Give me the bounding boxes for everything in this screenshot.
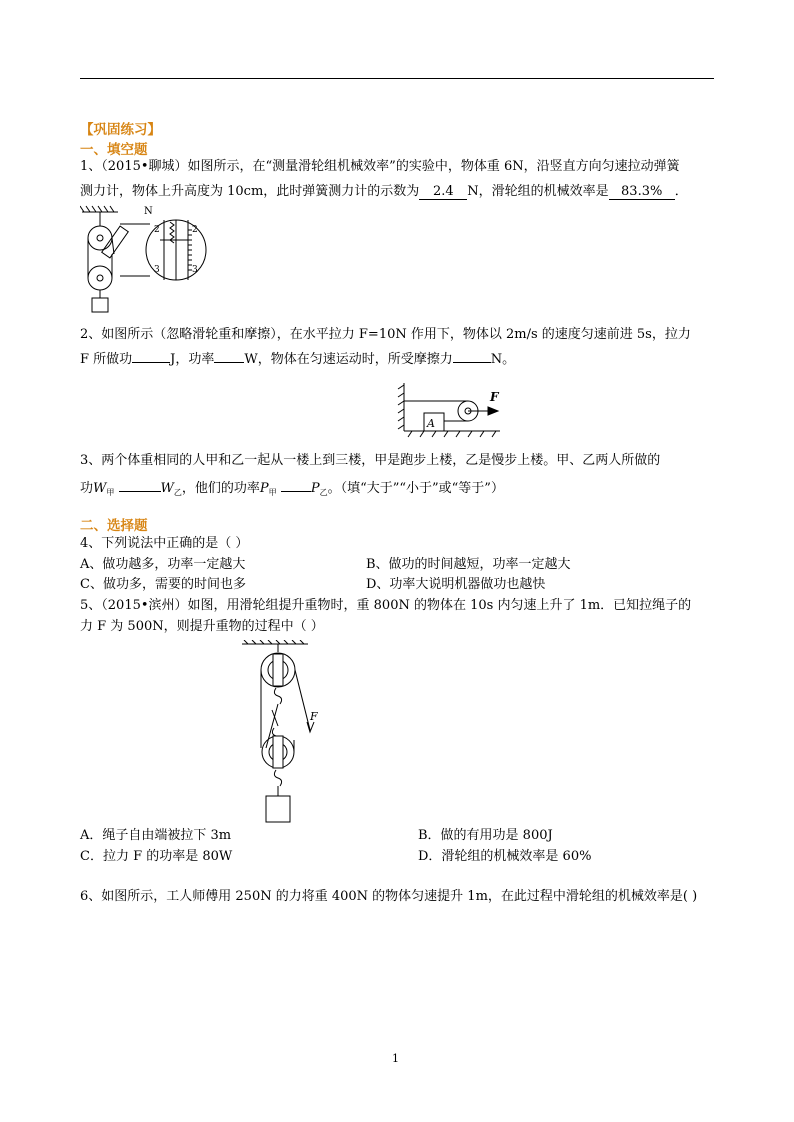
q2-fig-block-a: A [427, 417, 435, 430]
svg-text:3: 3 [154, 265, 160, 275]
q6-line1: 6、如图所示，工人师傅用 250N 的力将重 400N 的物体匀速提升 1m，在此过程中滑轮组的机械效率是( ) [80, 889, 698, 904]
q4-option-b: B、做功的时间越短，功率一定越大 [366, 557, 571, 572]
q5-option-a: A．绳子自由端被拉下 3m [80, 828, 232, 843]
q1-fig-n-label: N [144, 206, 153, 217]
q4-option-a: A、做功越多，功率一定越大 [80, 557, 246, 572]
svg-text:2: 2 [192, 225, 198, 235]
q5-option-c: C．拉力 F 的功率是 80W [80, 849, 233, 864]
q5-line2: 力 F 为 500N，则提升重物的过程中（ ） [80, 619, 324, 634]
q4-option-c: C、做功多，需要的时间也多 [80, 577, 246, 592]
q2-line1: 2、如图所示（忽略滑轮重和摩擦），在水平拉力 F=10N 作用下，物体以 2m/s 的速度匀速前进 5s，拉力 [80, 327, 691, 342]
q4-stem: 4、下列说法中正确的是（ ） [80, 536, 249, 551]
q1-answer-reading: 2.4 [419, 184, 467, 200]
q3-line1: 3、两个体重相同的人甲和乙一起从一楼上到三楼，甲是跑步上楼，乙是慢步上楼。甲、乙两人所做的 [80, 453, 661, 468]
q2-fig-force-f: F [490, 390, 499, 404]
q2-line2: F 所做功 J，功率 W，物体在匀速运动时，所受摩擦力 N。 [80, 349, 515, 369]
page-number: 1 [392, 1052, 399, 1065]
section-choice: 二、选择题 [80, 518, 148, 534]
q1-line1: 1、（2015•聊城）如图所示，在“测量滑轮组机械效率”的实验中，物体重 6N，沿竖直方向匀速拉动弹簧 [80, 159, 680, 174]
section-fill-in: 一、填空题 [80, 142, 148, 158]
q1-pulley-figure [80, 204, 210, 322]
q4-option-d: D、功率大说明机器做功也越快 [366, 577, 546, 592]
q1-answer-efficiency: 83.3% [609, 184, 675, 200]
q5-pulley-figure [240, 640, 330, 826]
q1-line2: 测力计，物体上升高度为 10cm，此时弹簧测力计的示数为 2.4 N，滑轮组的机械效率是 83.3% ． [80, 184, 688, 199]
q2-pulley-figure [396, 377, 508, 439]
practice-header: 【巩固练习】 [80, 122, 161, 138]
svg-text:2: 2 [154, 225, 160, 235]
svg-text:3: 3 [192, 265, 198, 275]
q3-line2: 功$W_甲$ $W_乙$，他们的功率$P_甲$ $P_乙$。（填“大于”“小于”或“等于”） [80, 478, 504, 502]
q5-option-b: B．做的有用功是 800J [418, 828, 553, 843]
q5-option-d: D．滑轮组的机械效率是 60% [418, 849, 592, 864]
q5-line1: 5、（2015•滨州）如图，用滑轮组提升重物时，重 800N 的物体在 10s 内匀速上升了 1m．已知拉绳子的 [80, 598, 692, 613]
q5-fig-force-f: F [310, 710, 318, 723]
header-rule [80, 78, 714, 79]
